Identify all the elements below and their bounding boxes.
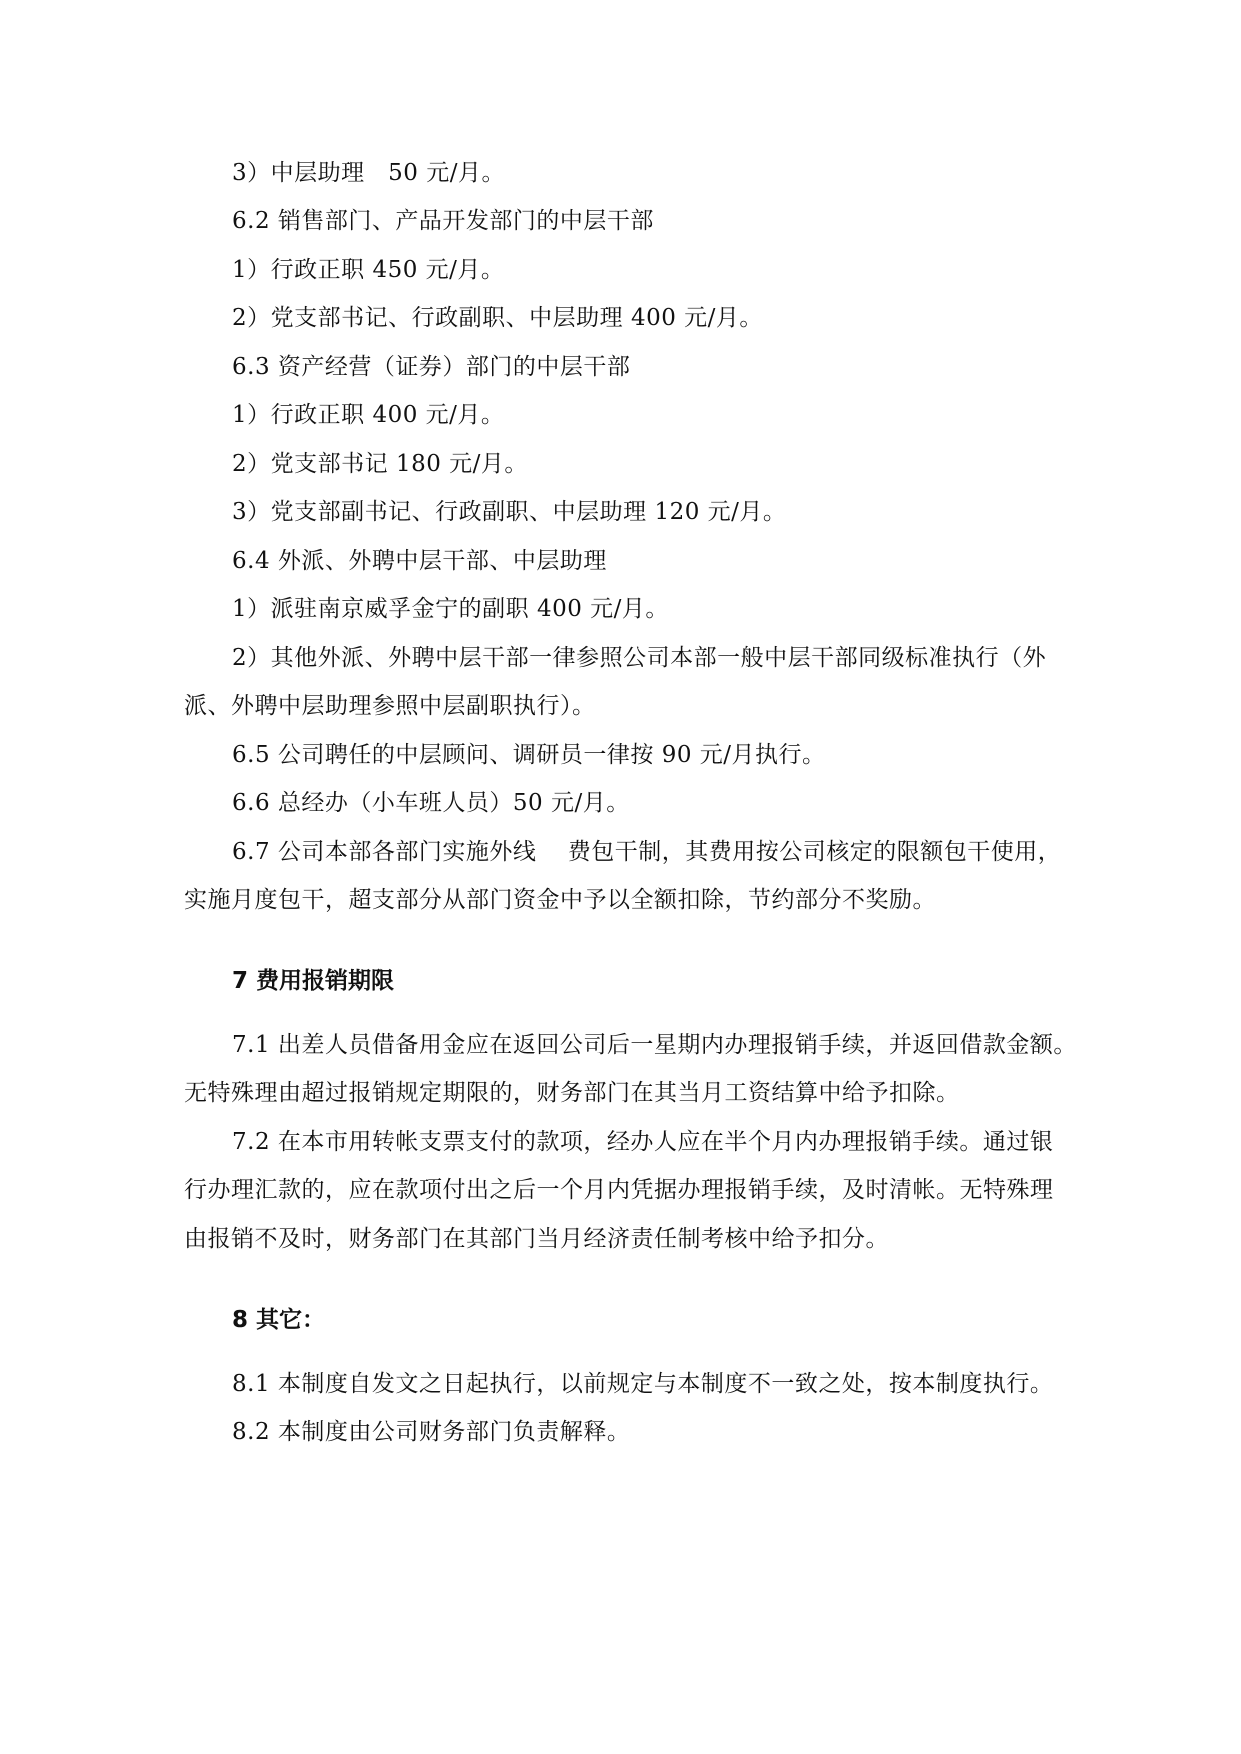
text-line: 实施月度包干，超支部分从部门资金中予以全额扣除，节约部分不奖励。 bbox=[184, 887, 936, 913]
text-line: 无特殊理由超过报销规定期限的，财务部门在其当月工资结算中给予扣除。 bbox=[184, 1080, 960, 1106]
text-line: 6.2 销售部门、产品开发部门的中层干部 bbox=[232, 208, 654, 234]
text-line: 1）行政正职 450 元/月。 bbox=[232, 257, 505, 283]
text-line: 由报销不及时，财务部门在其部门当月经济责任制考核中给予扣分。 bbox=[184, 1226, 889, 1252]
text-line: 行办理汇款的，应在款项付出之后一个月内凭据办理报销手续，及时清帐。无特殊理 bbox=[184, 1177, 1054, 1203]
text-line: 6.3 资产经营（证券）部门的中层干部 bbox=[232, 354, 631, 380]
text-line: 1）派驻南京威孚金宁的副职 400 元/月。 bbox=[232, 596, 669, 622]
section-7-heading: 7 费用报销期限 bbox=[232, 968, 395, 994]
text-line: 3）中层助理 50 元/月。 bbox=[232, 160, 505, 186]
text-line: 8.1 本制度自发文之日起执行，以前规定与本制度不一致之处，按本制度执行。 bbox=[232, 1371, 1054, 1397]
text-line: 6.5 公司聘任的中层顾问、调研员一律按 90 元/月执行。 bbox=[232, 742, 826, 768]
text-line: 2）其他外派、外聘中层干部一律参照公司本部一般中层干部同级标准执行（外 bbox=[232, 645, 1047, 671]
text-line: 6.7 公司本部各部门实施外线 费包干制，其费用按公司核定的限额包干使用， bbox=[232, 839, 1062, 865]
text-line: 6.6 总经办（小车班人员）50 元/月。 bbox=[232, 790, 630, 816]
section-8-heading: 8 其它： bbox=[232, 1307, 326, 1333]
text-line: 派、外聘中层助理参照中层副职执行）。 bbox=[184, 693, 596, 719]
text-line: 3）党支部副书记、行政副职、中层助理 120 元/月。 bbox=[232, 499, 787, 525]
text-line: 8.2 本制度由公司财务部门负责解释。 bbox=[232, 1419, 631, 1445]
text-line: 6.4 外派、外聘中层干部、中层助理 bbox=[232, 548, 607, 574]
text-line: 7.2 在本市用转帐支票支付的款项，经办人应在半个月内办理报销手续。通过银 bbox=[232, 1129, 1054, 1155]
text-line: 7.1 出差人员借备用金应在返回公司后一星期内办理报销手续，并返回借款金额。 bbox=[232, 1032, 1077, 1058]
text-line: 2）党支部书记 180 元/月。 bbox=[232, 451, 528, 477]
text-line: 1）行政正职 400 元/月。 bbox=[232, 402, 505, 428]
text-line: 2）党支部书记、行政副职、中层助理 400 元/月。 bbox=[232, 305, 763, 331]
